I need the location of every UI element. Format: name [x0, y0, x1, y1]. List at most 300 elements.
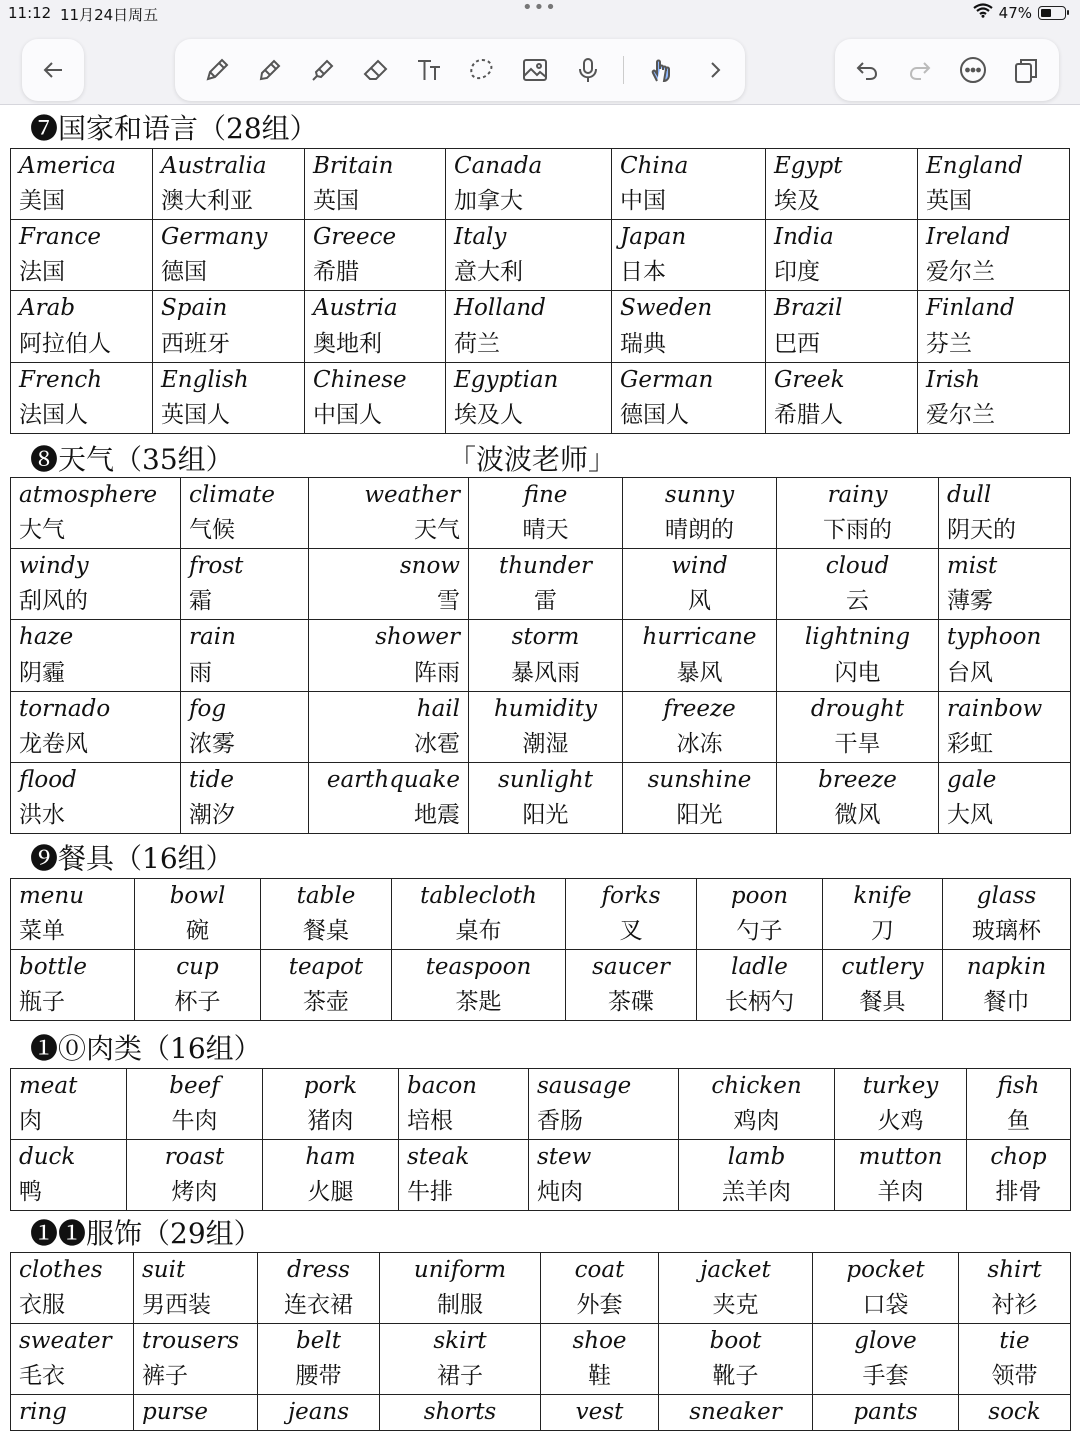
- english-word: Australia: [153, 149, 305, 185]
- english-word: purse: [134, 1395, 258, 1431]
- english-word: England: [918, 149, 1070, 185]
- chinese-meaning: 气候: [181, 513, 309, 549]
- english-word: sausage: [529, 1069, 679, 1105]
- actions-toolbar: [835, 39, 1059, 101]
- chinese-meaning-row: [11, 1288, 1071, 1324]
- chinese-meaning-row: [11, 184, 1070, 220]
- chevron-right-icon[interactable]: [697, 52, 733, 88]
- english-word-row: [11, 478, 1071, 514]
- english-word: rain: [181, 620, 309, 656]
- chinese-meaning: 阴霾: [11, 655, 181, 691]
- english-word: turkey: [835, 1069, 967, 1105]
- drawing-toolbar: [175, 39, 745, 101]
- chinese-meaning: 爱尔兰: [918, 255, 1070, 291]
- microphone-icon[interactable]: [570, 52, 606, 88]
- pages-icon[interactable]: [1008, 52, 1044, 88]
- chinese-meaning: 羊肉: [835, 1175, 967, 1211]
- chinese-meaning: 阴天的: [939, 513, 1071, 549]
- chinese-meaning: 德国: [153, 255, 305, 291]
- chinese-meaning: 猪肉: [263, 1104, 399, 1140]
- english-word-row: [11, 1140, 1071, 1176]
- english-word: steak: [399, 1140, 529, 1176]
- wifi-icon: [973, 3, 993, 22]
- chinese-meaning: 裤子: [134, 1359, 258, 1395]
- chinese-meaning-row: [11, 1175, 1071, 1211]
- back-button[interactable]: [22, 39, 84, 101]
- chinese-meaning: 雷: [469, 584, 623, 620]
- english-word: fine: [469, 478, 623, 514]
- battery-percent: 47%: [998, 3, 1032, 22]
- english-word: suit: [134, 1253, 258, 1289]
- chinese-meaning: 裙子: [380, 1359, 541, 1395]
- chinese-meaning: 法国人: [11, 398, 153, 434]
- english-word: fish: [967, 1069, 1071, 1105]
- highlighter-icon[interactable]: [305, 52, 341, 88]
- chinese-meaning: 靴子: [659, 1359, 813, 1395]
- english-word: roast: [127, 1140, 263, 1176]
- chinese-meaning: 鸡肉: [679, 1104, 835, 1140]
- english-word: India: [766, 220, 918, 256]
- chinese-meaning: 希腊: [305, 255, 446, 291]
- chinese-meaning: 瓶子: [11, 985, 135, 1021]
- chinese-meaning: 雨: [181, 655, 309, 691]
- english-word: teapot: [261, 950, 392, 986]
- english-word: English: [153, 362, 305, 398]
- english-word-row: [11, 1324, 1071, 1360]
- chinese-meaning: 澳大利亚: [153, 184, 305, 220]
- english-word-row: [11, 362, 1070, 398]
- english-word: shirt: [959, 1253, 1071, 1289]
- english-word-row: [11, 691, 1071, 727]
- chinese-meaning: 奥地利: [305, 326, 446, 362]
- english-word: table: [261, 879, 392, 915]
- english-word: stew: [529, 1140, 679, 1176]
- english-word: fog: [181, 691, 309, 727]
- chinese-meaning: 衣服: [11, 1288, 134, 1324]
- chinese-meaning: 羔羊肉: [679, 1175, 835, 1211]
- chinese-meaning: 潮汐: [181, 798, 309, 834]
- vocab-table: [10, 878, 1071, 1021]
- chinese-meaning-row: [11, 798, 1071, 834]
- english-word: poon: [697, 879, 823, 915]
- chinese-meaning: 晴朗的: [623, 513, 777, 549]
- english-word-row: [11, 220, 1070, 256]
- english-word: clothes: [11, 1253, 134, 1289]
- text-tool-icon[interactable]: [411, 52, 447, 88]
- english-word: tie: [959, 1324, 1071, 1360]
- english-word: mutton: [835, 1140, 967, 1176]
- english-word: shorts: [380, 1395, 541, 1431]
- chinese-meaning: 下雨的: [777, 513, 939, 549]
- section-title: ❼国家和语言（28组）: [30, 112, 318, 145]
- section-title: ❾餐具（16组）: [30, 842, 234, 875]
- status-bar: [0, 0, 1080, 26]
- vocab-table: [10, 1068, 1071, 1211]
- english-word: bowl: [135, 879, 261, 915]
- chinese-meaning-row: [11, 727, 1071, 763]
- chinese-meaning: 阳光: [469, 798, 623, 834]
- english-word: ladle: [697, 950, 823, 986]
- english-word-row: [11, 950, 1071, 986]
- chinese-meaning: 刀: [823, 914, 943, 950]
- english-word: storm: [469, 620, 623, 656]
- english-word: pork: [263, 1069, 399, 1105]
- vocab-table: [10, 1252, 1071, 1431]
- english-word: skirt: [380, 1324, 541, 1360]
- chinese-meaning: 闪电: [777, 655, 939, 691]
- status-right: [973, 3, 1066, 22]
- chinese-meaning: 芬兰: [918, 326, 1070, 362]
- english-word: thunder: [469, 549, 623, 585]
- english-word: France: [11, 220, 153, 256]
- english-word: Greek: [766, 362, 918, 398]
- english-word: Finland: [918, 291, 1070, 327]
- chinese-meaning: 浓雾: [181, 727, 309, 763]
- section-title: ❶⓪肉类（16组）: [30, 1032, 262, 1065]
- chinese-meaning: 炖肉: [529, 1175, 679, 1211]
- english-word: boot: [659, 1324, 813, 1360]
- english-word: forks: [566, 879, 697, 915]
- chinese-meaning: 英国: [918, 184, 1070, 220]
- chinese-meaning: 刮风的: [11, 584, 181, 620]
- english-word: trousers: [134, 1324, 258, 1360]
- redo-icon[interactable]: [902, 52, 938, 88]
- english-word: glove: [813, 1324, 959, 1360]
- english-word: beef: [127, 1069, 263, 1105]
- english-word-row: [11, 291, 1070, 327]
- chinese-meaning: 美国: [11, 184, 153, 220]
- english-word: haze: [11, 620, 181, 656]
- chinese-meaning-row: [11, 1359, 1071, 1395]
- chinese-meaning-row: [11, 255, 1070, 291]
- english-word: frost: [181, 549, 309, 585]
- chinese-meaning: 荷兰: [446, 326, 612, 362]
- chinese-meaning: 风: [623, 584, 777, 620]
- english-word: tide: [181, 762, 309, 798]
- english-word: sweater: [11, 1324, 134, 1360]
- english-word: tablecloth: [392, 879, 566, 915]
- english-word: shoe: [541, 1324, 659, 1360]
- english-word: wind: [623, 549, 777, 585]
- chinese-meaning: 希腊人: [766, 398, 918, 434]
- english-word: lamb: [679, 1140, 835, 1176]
- note-page[interactable]: [0, 104, 1080, 1440]
- chinese-meaning: 外套: [541, 1288, 659, 1324]
- chinese-meaning: 培根: [399, 1104, 529, 1140]
- chinese-meaning: 潮湿: [469, 727, 623, 763]
- chinese-meaning: 领带: [959, 1359, 1071, 1395]
- english-word: hurricane: [623, 620, 777, 656]
- chinese-meaning: 勺子: [697, 914, 823, 950]
- chinese-meaning: 手套: [813, 1359, 959, 1395]
- chinese-meaning: 制服: [380, 1288, 541, 1324]
- chinese-meaning: 口袋: [813, 1288, 959, 1324]
- english-word-row: [11, 1395, 1071, 1431]
- english-word: dress: [258, 1253, 380, 1289]
- back-arrow-icon[interactable]: [35, 52, 71, 88]
- status-time: 11:12: [8, 4, 52, 22]
- english-word: chop: [967, 1140, 1071, 1176]
- chinese-meaning: 牛肉: [127, 1104, 263, 1140]
- english-word: Holland: [446, 291, 612, 327]
- toolbar-separator: [623, 56, 624, 84]
- chinese-meaning: 火腿: [263, 1175, 399, 1211]
- english-word: sunshine: [623, 762, 777, 798]
- chinese-meaning: 连衣裙: [258, 1288, 380, 1324]
- english-word-row: [11, 762, 1071, 798]
- english-word: Brazil: [766, 291, 918, 327]
- chinese-meaning: 香肠: [529, 1104, 679, 1140]
- chinese-meaning: 大气: [11, 513, 181, 549]
- vocab-table: [10, 148, 1070, 434]
- section-title: ❶❶服饰（29组）: [30, 1217, 262, 1250]
- english-word: windy: [11, 549, 181, 585]
- chinese-meaning: 彩虹: [939, 727, 1071, 763]
- chinese-meaning: 大风: [939, 798, 1071, 834]
- english-word: jeans: [258, 1395, 380, 1431]
- chinese-meaning: 菜单: [11, 914, 135, 950]
- english-word: belt: [258, 1324, 380, 1360]
- chinese-meaning: 法国: [11, 255, 153, 291]
- english-word: Spain: [153, 291, 305, 327]
- english-word: flood: [11, 762, 181, 798]
- english-word: German: [612, 362, 766, 398]
- undo-icon[interactable]: [849, 52, 885, 88]
- english-word: duck: [11, 1140, 127, 1176]
- chinese-meaning: 夹克: [659, 1288, 813, 1324]
- chinese-meaning: 桌布: [392, 914, 566, 950]
- chinese-meaning: 天气: [309, 513, 469, 549]
- pen-icon[interactable]: [252, 52, 288, 88]
- english-word: Austria: [305, 291, 446, 327]
- chinese-meaning: 西班牙: [153, 326, 305, 362]
- chinese-meaning: 英国: [305, 184, 446, 220]
- english-word: ham: [263, 1140, 399, 1176]
- english-word: Canada: [446, 149, 612, 185]
- english-word: Greece: [305, 220, 446, 256]
- chinese-meaning: 烤肉: [127, 1175, 263, 1211]
- english-word: sock: [959, 1395, 1071, 1431]
- english-word-row: [11, 1069, 1071, 1105]
- english-word: Egypt: [766, 149, 918, 185]
- english-word: climate: [181, 478, 309, 514]
- chinese-meaning: 龙卷风: [11, 727, 181, 763]
- chinese-meaning: 男西装: [134, 1288, 258, 1324]
- english-word: menu: [11, 879, 135, 915]
- english-word-row: [11, 620, 1071, 656]
- chinese-meaning: 茶匙: [392, 985, 566, 1021]
- more-icon[interactable]: [955, 52, 991, 88]
- chinese-meaning: 埃及: [766, 184, 918, 220]
- english-word: mist: [939, 549, 1071, 585]
- english-word: hail: [309, 691, 469, 727]
- section-title: ❽天气（35组）: [30, 443, 234, 476]
- chinese-meaning-row: [11, 326, 1070, 362]
- chinese-meaning: 餐巾: [943, 985, 1071, 1021]
- english-word: uniform: [380, 1253, 541, 1289]
- chinese-meaning: 巴西: [766, 326, 918, 362]
- chinese-meaning: 冰冻: [623, 727, 777, 763]
- chinese-meaning: 意大利: [446, 255, 612, 291]
- english-word: earthquake: [309, 762, 469, 798]
- chinese-meaning: 薄雾: [939, 584, 1071, 620]
- english-word: bacon: [399, 1069, 529, 1105]
- chinese-meaning: 火鸡: [835, 1104, 967, 1140]
- chinese-meaning: 茶壶: [261, 985, 392, 1021]
- chinese-meaning: 暴风: [623, 655, 777, 691]
- chinese-meaning: 晴天: [469, 513, 623, 549]
- english-word: Irish: [918, 362, 1070, 398]
- english-word: weather: [309, 478, 469, 514]
- english-word: China: [612, 149, 766, 185]
- chinese-meaning: 餐具: [823, 985, 943, 1021]
- english-word: dull: [939, 478, 1071, 514]
- english-word: chicken: [679, 1069, 835, 1105]
- english-word: French: [11, 362, 153, 398]
- chinese-meaning: 印度: [766, 255, 918, 291]
- english-word: America: [11, 149, 153, 185]
- chinese-meaning: 云: [777, 584, 939, 620]
- english-word: drought: [777, 691, 939, 727]
- english-word: Arab: [11, 291, 153, 327]
- chinese-meaning-row: [11, 914, 1071, 950]
- chinese-meaning: 玻璃杯: [943, 914, 1071, 950]
- chinese-meaning: 霜: [181, 584, 309, 620]
- chinese-meaning: 冰雹: [309, 727, 469, 763]
- chinese-meaning: 鞋: [541, 1359, 659, 1395]
- pencil-icon[interactable]: [199, 52, 235, 88]
- english-word: cutlery: [823, 950, 943, 986]
- chinese-meaning: 地震: [309, 798, 469, 834]
- english-word: knife: [823, 879, 943, 915]
- chinese-meaning: 碗: [135, 914, 261, 950]
- english-word: Chinese: [305, 362, 446, 398]
- lasso-icon[interactable]: [464, 52, 500, 88]
- english-word: Ireland: [918, 220, 1070, 256]
- english-word: sunny: [623, 478, 777, 514]
- english-word: vest: [541, 1395, 659, 1431]
- english-word: breeze: [777, 762, 939, 798]
- english-word: coat: [541, 1253, 659, 1289]
- english-word: snow: [309, 549, 469, 585]
- chinese-meaning: 中国人: [305, 398, 446, 434]
- chinese-meaning: 茶碟: [566, 985, 697, 1021]
- english-word: ring: [11, 1395, 134, 1431]
- english-word: Germany: [153, 220, 305, 256]
- chinese-meaning: 长柄勺: [697, 985, 823, 1021]
- english-word: Egyptian: [446, 362, 612, 398]
- chinese-meaning: 干旱: [777, 727, 939, 763]
- english-word: freeze: [623, 691, 777, 727]
- english-word: pants: [813, 1395, 959, 1431]
- battery-icon: [1038, 6, 1066, 20]
- english-word: glass: [943, 879, 1071, 915]
- english-word: rainy: [777, 478, 939, 514]
- chinese-meaning: 腰带: [258, 1359, 380, 1395]
- chinese-meaning-row: [11, 1104, 1071, 1140]
- english-word: meat: [11, 1069, 127, 1105]
- chinese-meaning: 暴风雨: [469, 655, 623, 691]
- chinese-meaning: 洪水: [11, 798, 181, 834]
- eraser-icon[interactable]: [358, 52, 394, 88]
- chinese-meaning: 餐桌: [261, 914, 392, 950]
- section-note: 「波波老师」: [448, 443, 617, 476]
- english-word: cloud: [777, 549, 939, 585]
- chinese-meaning: 鸭: [11, 1175, 127, 1211]
- chinese-meaning: 阿拉伯人: [11, 326, 153, 362]
- english-word-row: [11, 879, 1071, 915]
- english-word: Japan: [612, 220, 766, 256]
- english-word-row: [11, 149, 1070, 185]
- english-word: rainbow: [939, 691, 1071, 727]
- chinese-meaning-row: [11, 985, 1071, 1021]
- english-word: jacket: [659, 1253, 813, 1289]
- chinese-meaning: 德国人: [612, 398, 766, 434]
- english-word: humidity: [469, 691, 623, 727]
- english-word: typhoon: [939, 620, 1071, 656]
- chinese-meaning: 微风: [777, 798, 939, 834]
- chinese-meaning: 日本: [612, 255, 766, 291]
- chinese-meaning: 叉: [566, 914, 697, 950]
- english-word: tornado: [11, 691, 181, 727]
- english-word: shower: [309, 620, 469, 656]
- chinese-meaning: 阳光: [623, 798, 777, 834]
- english-word: saucer: [566, 950, 697, 986]
- battery-fill: [1041, 9, 1051, 17]
- status-date: 11月24日周五: [60, 6, 159, 24]
- chinese-meaning-row: [11, 584, 1071, 620]
- chinese-meaning: 英国人: [153, 398, 305, 434]
- chinese-meaning: 雪: [309, 584, 469, 620]
- english-word: napkin: [943, 950, 1071, 986]
- english-word: cup: [135, 950, 261, 986]
- chinese-meaning: 毛衣: [11, 1359, 134, 1395]
- chinese-meaning: 杯子: [135, 985, 261, 1021]
- english-word-row: [11, 1253, 1071, 1289]
- chinese-meaning: 埃及人: [446, 398, 612, 434]
- chinese-meaning: 衬衫: [959, 1288, 1071, 1324]
- chinese-meaning: 瑞典: [612, 326, 766, 362]
- multitasking-dots-icon[interactable]: •••: [522, 0, 557, 18]
- chinese-meaning: 加拿大: [446, 184, 612, 220]
- chinese-meaning: 牛排: [399, 1175, 529, 1211]
- chinese-meaning: 中国: [612, 184, 766, 220]
- chinese-meaning-row: [11, 655, 1071, 691]
- chinese-meaning: 鱼: [967, 1104, 1071, 1140]
- vocab-table: [10, 477, 1071, 834]
- chinese-meaning: 爱尔兰: [918, 398, 1070, 434]
- hand-touch-icon[interactable]: [643, 52, 679, 88]
- english-word: bottle: [11, 950, 135, 986]
- chinese-meaning: 肉: [11, 1104, 127, 1140]
- chinese-meaning: 台风: [939, 655, 1071, 691]
- image-icon[interactable]: [517, 52, 553, 88]
- chinese-meaning: 排骨: [967, 1175, 1071, 1211]
- english-word: sneaker: [659, 1395, 813, 1431]
- english-word: Sweden: [612, 291, 766, 327]
- english-word: Britain: [305, 149, 446, 185]
- english-word: pocket: [813, 1253, 959, 1289]
- chinese-meaning-row: [11, 513, 1071, 549]
- english-word: atmosphere: [11, 478, 181, 514]
- english-word: sunlight: [469, 762, 623, 798]
- english-word: gale: [939, 762, 1071, 798]
- english-word-row: [11, 549, 1071, 585]
- chinese-meaning: 阵雨: [309, 655, 469, 691]
- chinese-meaning-row: [11, 398, 1070, 434]
- english-word: teaspoon: [392, 950, 566, 986]
- english-word: Italy: [446, 220, 612, 256]
